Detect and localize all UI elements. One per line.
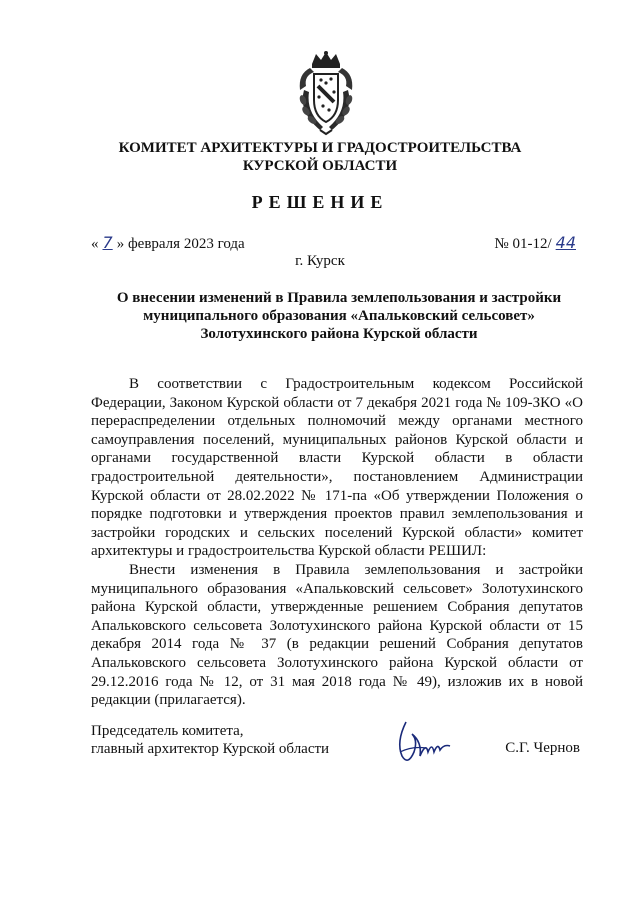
body-paragraph-decision: Внести изменения в Правила землепользования и застройки муниципального образования «Апальковский сельсовет» Золотухинского района Курской области, утвержденные решением Собрания депутатов Апальковского сельсовета Золотухинского района Курской области от 15 декабря 2014 года № 37 (в редакции решений Собрания депутатов Апальковского сельсовета Золотухинского района Курской области от 29.12.2016 года № 12, от 31 мая 2018 года № 49), изложив их в новой редакции (прилагается). bbox=[91, 561, 583, 709]
signatory-title bbox=[91, 722, 329, 758]
date-open-quote: « bbox=[91, 236, 99, 252]
handwritten-signature bbox=[392, 712, 452, 768]
document-date bbox=[91, 233, 245, 253]
date-month-year: » февраля 2023 года bbox=[116, 236, 245, 252]
coat-of-arms-emblem bbox=[290, 50, 362, 136]
subject-line2: муниципального образования «Апальковский сельсовет» bbox=[143, 308, 535, 324]
document-type-title: РЕШЕНИЕ bbox=[251, 192, 389, 212]
signatory-title-line1: Председатель комитета, bbox=[91, 723, 244, 739]
signatory-title-line2: главный архитектор Курской области bbox=[91, 741, 330, 757]
document-number-handwritten: 44 bbox=[555, 233, 576, 252]
document-city: г. Курск bbox=[295, 253, 345, 269]
subject-line3: Золотухинского района Курской области bbox=[200, 326, 478, 342]
document-number-prefix: № 01-12/ bbox=[494, 236, 552, 252]
document-body bbox=[91, 375, 583, 710]
signatory-name: С.Г. Чернов bbox=[505, 740, 580, 756]
agency-name-line2: КУРСКОЙ ОБЛАСТИ bbox=[242, 158, 398, 174]
date-day-handwritten: 7 bbox=[102, 233, 113, 252]
agency-name-line1: КОМИТЕТ АРХИТЕКТУРЫ И ГРАДОСТРОИТЕЛЬСТВА bbox=[118, 140, 522, 156]
document-subject bbox=[108, 289, 570, 343]
body-paragraph-preamble: В соответствии с Градостроительным кодексом Российской Федерации, Законом Курской области от 7 декабря 2021 года № 109-ЗКО «О перераспределении отдельных полномочий между органами местного самоуправления поселений, муниципальных районов Курской области и органами государственной власти Курской области в области градостроительной деятельности», постановлением Администрации Курской области от 28.02.2022 № 171-па «Об утверждении Положения о порядке подготовки и утверждения проектов правил землепользования и застройки городских и сельских поселений Курской области» комитет архитектуры и градостроительства Курской области РЕШИЛ: bbox=[91, 376, 583, 560]
subject-line1: О внесении изменений в Правила землепользования и застройки bbox=[116, 290, 562, 306]
document-number bbox=[494, 233, 580, 253]
